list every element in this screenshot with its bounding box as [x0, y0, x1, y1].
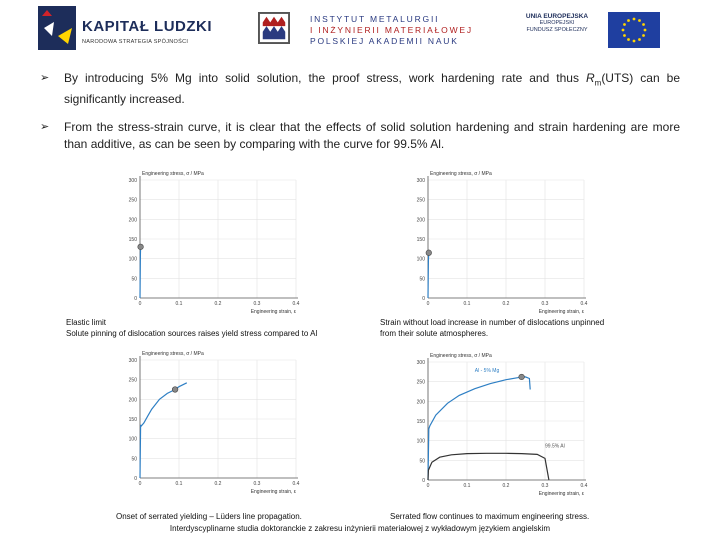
x-tick-label: 0.1	[175, 301, 183, 307]
eu-star-icon	[623, 34, 626, 37]
bullet-arrow-icon: ➢	[40, 72, 50, 84]
x-axis-label: Engineering strain, ε	[250, 309, 296, 315]
y-axis-label: Engineering stress, σ / MPa	[430, 353, 492, 359]
bullet-arrow-icon: ➢	[40, 121, 50, 133]
y-tick-label: 100	[128, 436, 137, 443]
eu-star-icon	[633, 40, 636, 43]
x-tick-label: 0.3	[253, 301, 261, 307]
y-tick-label: 300	[416, 360, 425, 366]
institute-line-3: POLSKIEJ AKADEMII NAUK	[310, 36, 459, 46]
y-tick-label: 50	[131, 456, 137, 463]
y-tick-label: 0	[422, 478, 425, 484]
caption-bottom-left: Onset of serrated yielding – Lüders line propagation.	[116, 512, 302, 521]
series-line-elastic	[140, 247, 141, 298]
y-tick-label: 100	[416, 256, 425, 263]
x-axis-label: Engineering strain, ε	[250, 489, 296, 495]
eu-star-icon	[644, 29, 647, 32]
kapital-ludzki-emblem-icon	[38, 6, 76, 50]
y-tick-label: 0	[422, 296, 425, 302]
y-tick-label: 150	[128, 237, 137, 243]
eu-star-icon	[642, 23, 645, 26]
y-tick-label: 200	[416, 217, 425, 224]
y-tick-label: 150	[128, 417, 137, 423]
x-axis-label: Engineering strain, ε	[538, 491, 584, 497]
eu-star-icon	[627, 38, 630, 41]
caption-top-right	[380, 317, 604, 339]
institute-logo	[258, 10, 473, 50]
x-tick-label: 0.2	[502, 301, 510, 307]
series-label-al-mg: Al - 5% Mg	[474, 367, 500, 374]
eu-star-icon	[627, 19, 630, 22]
y-tick-label: 300	[128, 358, 137, 364]
eu-star-icon	[623, 23, 626, 26]
caption-top-left-line-1: Elastic limit	[66, 318, 107, 327]
y-tick-label: 250	[128, 197, 137, 204]
eu-star-icon	[622, 29, 625, 32]
eu-star-icon	[642, 34, 645, 37]
eu-text	[512, 13, 602, 34]
current-point-marker	[519, 374, 525, 380]
eu-star-icon	[633, 18, 636, 21]
y-tick-label: 200	[128, 217, 137, 224]
bullet-1	[40, 70, 680, 106]
y-tick-label: 250	[128, 377, 137, 384]
institute-emblem-icon	[258, 12, 290, 44]
x-tick-label: 0.3	[541, 301, 549, 307]
current-point-marker	[172, 387, 178, 393]
footer-text: Interdyscyplinarne studia doktoranckie z zakresu inżynierii materiałowej z wykładowym językiem angielskim	[169, 524, 551, 533]
series-line-elastic	[428, 253, 429, 298]
institute-name	[310, 14, 473, 47]
bullet-2	[40, 119, 680, 173]
caption-top-left	[66, 317, 317, 339]
x-tick-label: 0.2	[502, 483, 510, 489]
caption-top-right-line-2: from their solute atmospheres.	[380, 329, 489, 338]
kapital-ludzki-title: KAPITAŁ LUDZKI	[82, 18, 213, 35]
caption-top-right-line-1: Strain without load increase in number of dislocations unpinned	[380, 318, 605, 327]
institute-line-1: INSTYTUT METALURGII	[310, 14, 440, 24]
y-tick-label: 100	[128, 256, 137, 263]
y-tick-label: 0	[134, 476, 137, 482]
y-tick-label: 0	[134, 296, 137, 302]
x-tick-label: 0.2	[214, 301, 222, 307]
x-tick-label: 0.1	[463, 301, 471, 307]
x-tick-label: 0.4	[580, 483, 588, 489]
current-point-marker	[138, 244, 144, 250]
kapital-ludzki-logo	[38, 6, 213, 50]
y-axis-label: Engineering stress, σ / MPa	[430, 171, 492, 177]
y-axis-label: Engineering stress, σ / MPa	[142, 171, 204, 177]
y-tick-label: 200	[416, 399, 425, 406]
eu-line-3: FUNDUSZ SPOŁECZNY	[526, 27, 588, 33]
chart-top-right	[400, 170, 600, 318]
chart-top-right-svg	[400, 170, 600, 318]
bullet-1-text-b: (UTS) can be significantly increased.	[64, 71, 681, 107]
eu-star-icon	[638, 38, 641, 41]
x-tick-label: 0.3	[253, 481, 261, 487]
caption-top-left-line-2: Solute pinning of dislocation sources raises yield stress compared to Al	[66, 329, 318, 338]
series-label-al: 99.5% Al	[545, 443, 565, 450]
x-tick-label: 0	[138, 301, 142, 307]
bullet-1-text-a: By introducing 5% Mg into solid solution, the proof stress, work hardening rate and thus	[64, 71, 586, 85]
x-tick-label: 0.4	[580, 301, 588, 307]
y-axis-label: Engineering stress, σ / MPa	[142, 351, 204, 357]
current-point-marker	[426, 250, 432, 256]
y-tick-label: 50	[419, 458, 425, 465]
x-tick-label: 0.3	[541, 483, 549, 489]
chart-bottom-right-svg	[400, 350, 600, 500]
x-tick-label: 0	[426, 483, 430, 489]
institute-line-2: I INŻYNIERII MATERIAŁOWEJ	[310, 25, 473, 35]
chart-bottom-left	[112, 348, 312, 498]
y-tick-label: 50	[419, 276, 425, 283]
x-tick-label: 0.4	[292, 301, 300, 307]
bullet-1-rm: R	[585, 71, 595, 85]
x-tick-label: 0.4	[292, 481, 300, 487]
x-tick-label: 0	[426, 301, 430, 307]
eu-star-icon	[638, 19, 641, 22]
x-tick-label: 0.2	[214, 481, 222, 487]
y-tick-label: 150	[416, 419, 425, 425]
y-tick-label: 250	[416, 379, 425, 386]
kapital-ludzki-subtitle: NARODOWA STRATEGIA SPÓJNOŚCI	[82, 39, 189, 45]
bullet-1-text	[64, 70, 680, 108]
series-line-99-5-al	[428, 453, 549, 480]
chart-top-left	[112, 170, 312, 318]
y-tick-label: 100	[416, 438, 425, 445]
x-tick-label: 0	[138, 481, 142, 487]
y-tick-label: 250	[416, 197, 425, 204]
bullet-2-text: From the stress-strain curve, it is clear that the effects of solid solution hardening and strain hardening are more than additive, as can be seen by comparing with the curve for 99.5% Al.	[64, 120, 680, 151]
y-tick-label: 200	[128, 397, 137, 404]
x-axis-label: Engineering strain, ε	[538, 309, 584, 315]
x-tick-label: 0.1	[175, 481, 183, 487]
caption-bottom-right: Serrated flow continues to maximum engineering stress.	[390, 512, 590, 521]
eu-line-1: UNIA EUROPEJSKA	[525, 13, 589, 20]
y-tick-label: 300	[416, 178, 425, 184]
eu-flag-icon	[608, 12, 660, 48]
x-tick-label: 0.1	[463, 483, 471, 489]
y-tick-label: 300	[128, 178, 137, 184]
eu-logo	[512, 10, 657, 50]
chart-bottom-right	[400, 350, 600, 500]
series-line-al-5-mg	[140, 383, 187, 478]
chart-top-left-svg	[112, 170, 312, 318]
eu-line-2: EUROPEJSKI	[539, 20, 575, 26]
chart-bottom-left-svg	[112, 348, 312, 498]
y-tick-label: 50	[131, 276, 137, 283]
y-tick-label: 150	[416, 237, 425, 243]
series-line-al-5-mg	[428, 377, 530, 480]
bullet-1-rm-sub: m	[594, 78, 602, 88]
